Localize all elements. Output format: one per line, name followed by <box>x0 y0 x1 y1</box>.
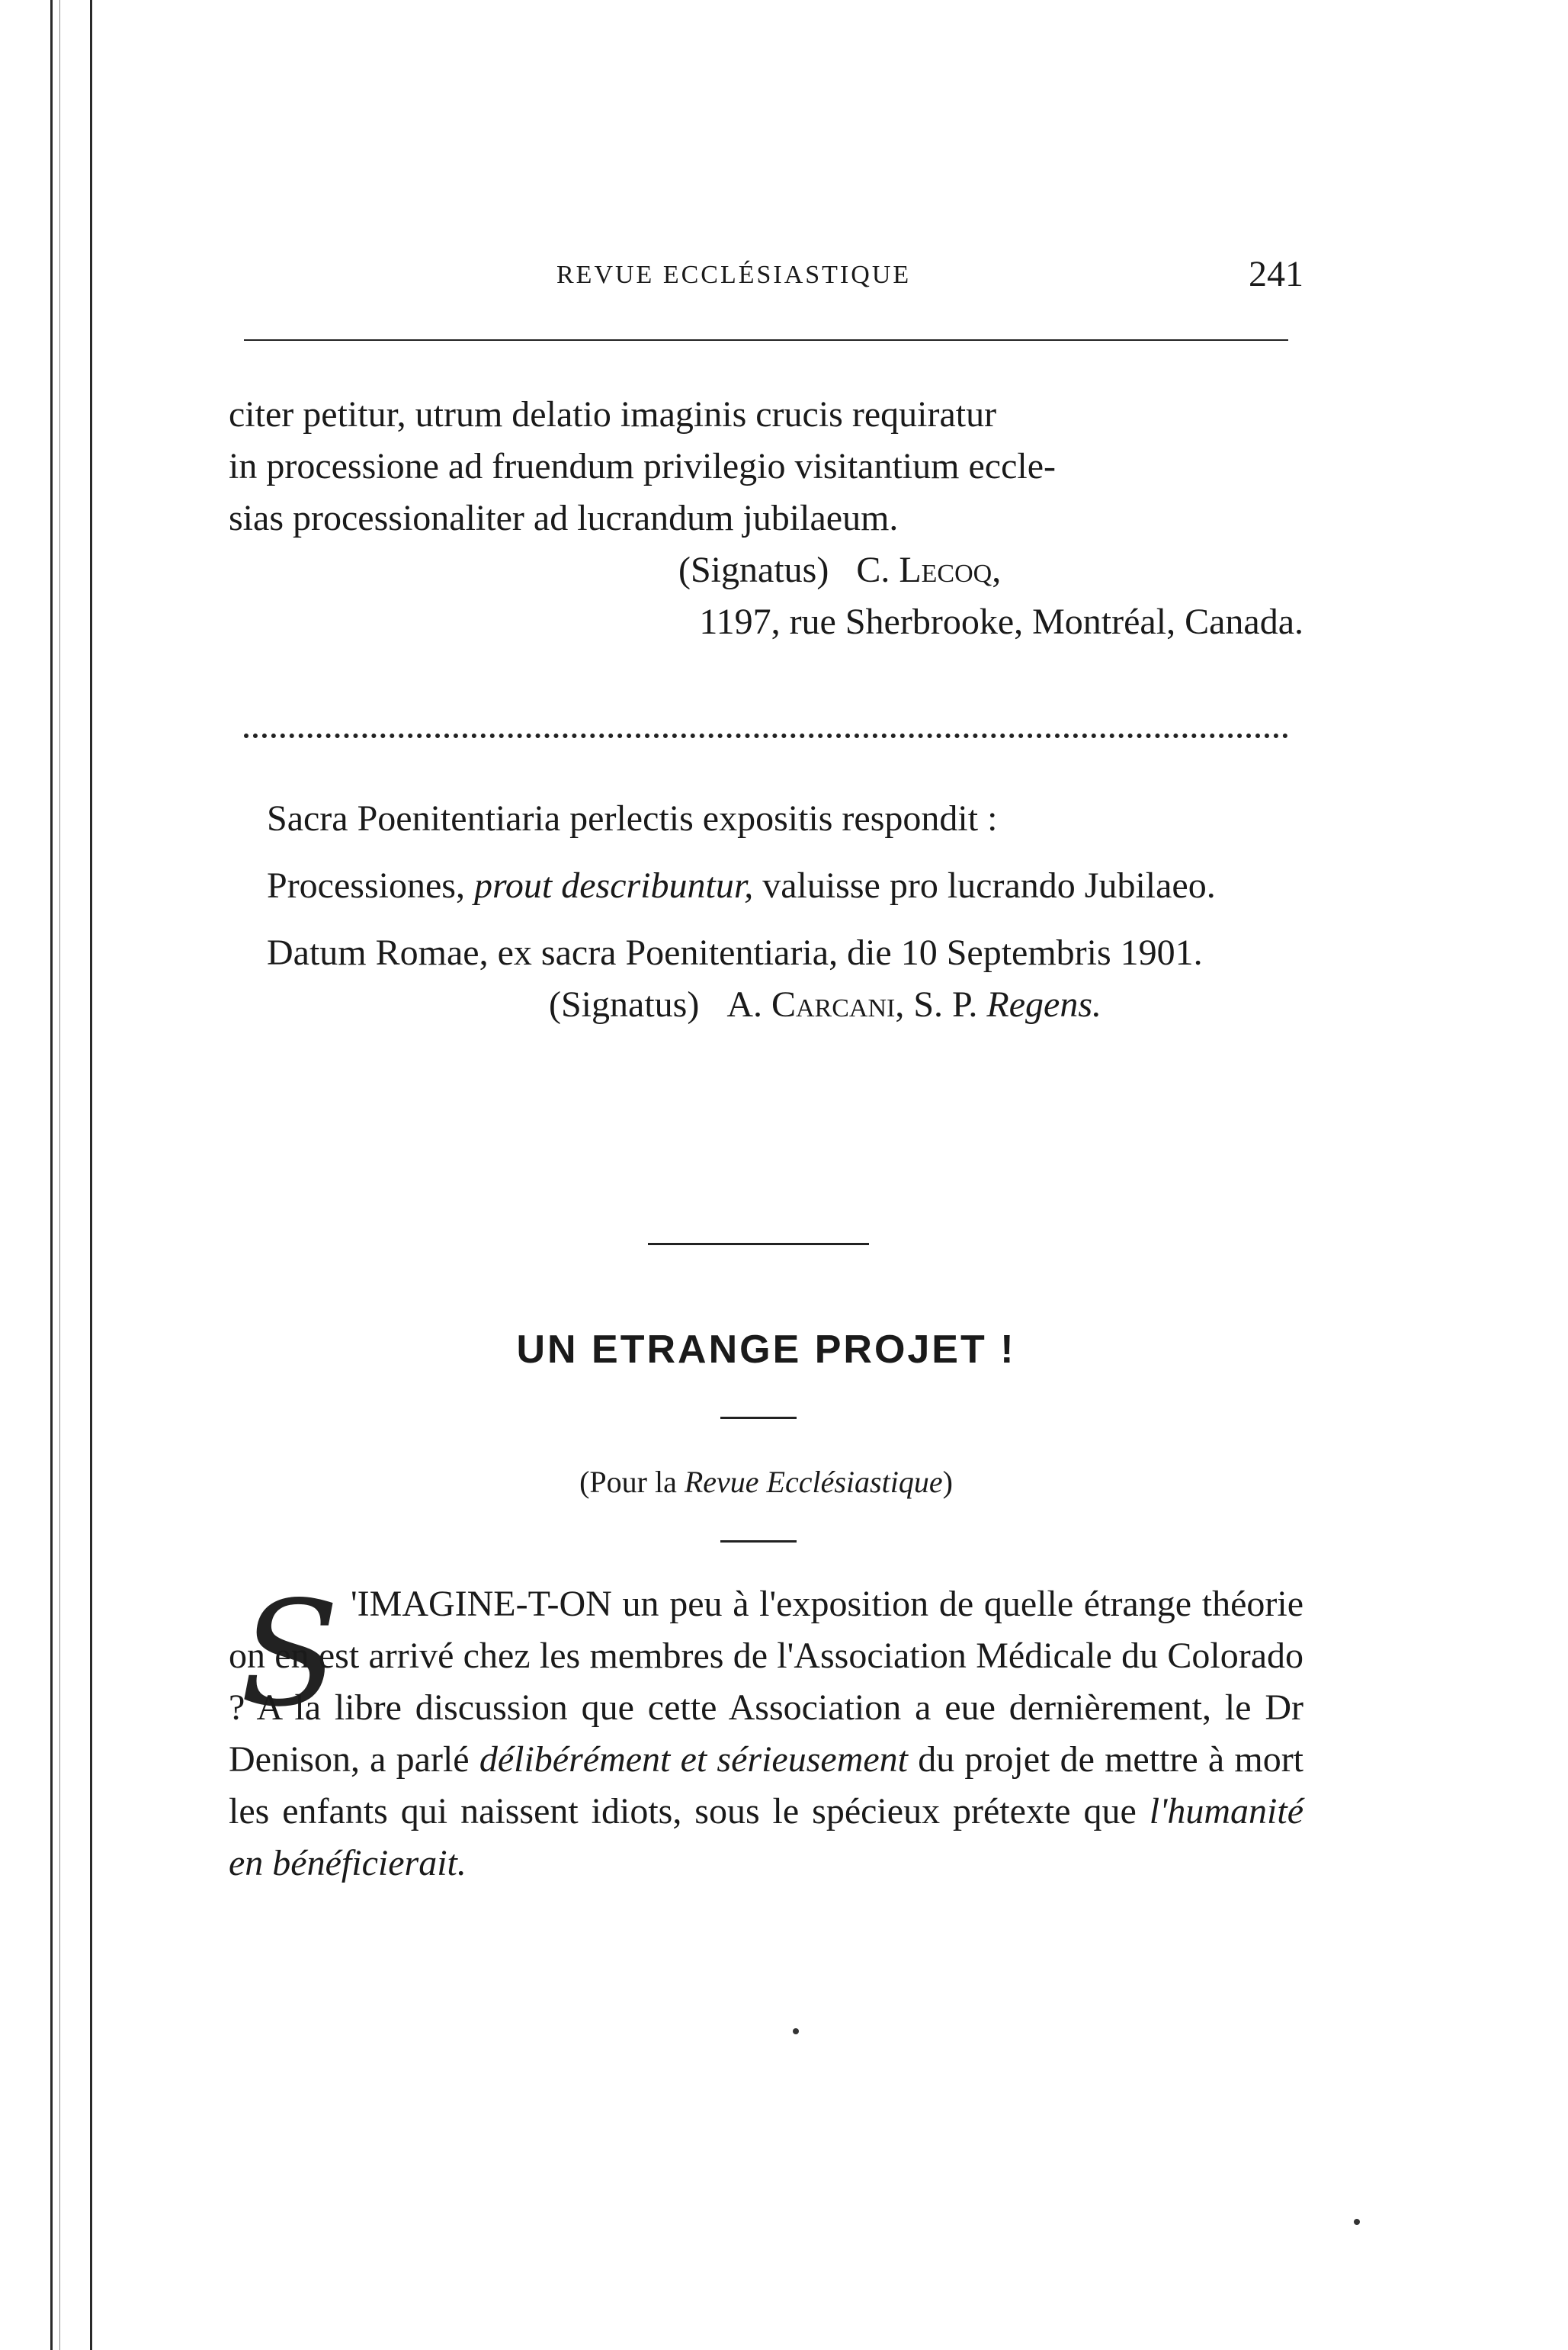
article-byline <box>229 1464 1303 1500</box>
byline-rule <box>720 1540 797 1543</box>
letter-line: in processione ad fruendum privilegio visitantium eccle- <box>229 446 1057 486</box>
letter-line: citer petitur, utrum delatio imaginis crucis requiratur <box>229 394 997 435</box>
title-rule <box>720 1417 797 1419</box>
letter-address: 1197, rue Sherbrooke, Montréal, Canada. <box>699 602 1303 642</box>
article-title: UN ETRANGE PROJET ! <box>516 1327 1016 1372</box>
print-speck <box>793 2028 799 2034</box>
article-text: 'IMAGINE-T-ON un peu à l'exposition de quelle étrange théorie on en est arrivé chez les membres de l'Association Médicale du Colorado ? A la libre discussion que cette Association a eue dernièrement, le Dr Denison, a parlé <box>229 1584 1303 1780</box>
response-intro: Sacra Poenitentiaria perlectis expositis respondit : <box>267 798 998 839</box>
article-italic: l'humanité en bénéficierait. <box>229 1791 1303 1883</box>
response-date: Datum Romae, ex sacra Poenitentiaria, die 10 Septembris 1901. <box>267 933 1203 973</box>
byline-text: ) <box>942 1465 953 1499</box>
letter-line: sias processionaliter ad lucrandum jubilaeum. <box>229 498 899 538</box>
response-answer <box>229 860 1303 912</box>
article-italic: délibérément et sérieusement <box>479 1739 909 1780</box>
print-speck <box>1354 2219 1360 2225</box>
answer-text: valuisse pro lucrando Jubilaeo. <box>762 865 1216 906</box>
binding-edge <box>0 0 107 2350</box>
page-number: 241 <box>1249 254 1303 294</box>
response-body <box>229 793 1303 1031</box>
article-paragraph <box>229 1570 1304 1889</box>
byline-text: (Pour la <box>579 1465 677 1499</box>
signature-name: A. Carcani, S. P. <box>726 984 978 1025</box>
binding-rule <box>59 0 60 2350</box>
dotted-separator <box>244 734 1288 738</box>
article-text: du projet de mettre à mort les enfants qui naissent idiots, sous le spécieux prétexte que <box>229 1739 1304 1832</box>
article-body <box>229 1570 1304 1889</box>
signature-title: Regens. <box>986 984 1102 1025</box>
signature-name: C. Lecoq, <box>856 550 1002 590</box>
byline-italic: Revue Ecclésiastique <box>684 1465 943 1499</box>
section-rule <box>648 1243 869 1245</box>
signature-label: (Signatus) <box>678 550 829 590</box>
signature-label: (Signatus) <box>549 984 700 1025</box>
answer-italic: prout describuntur, <box>473 865 754 906</box>
header-rule <box>244 339 1288 341</box>
page <box>229 0 1303 2350</box>
binding-rule <box>50 0 53 2350</box>
page-header <box>229 253 1303 299</box>
running-title: REVUE ECCLÉSIASTIQUE <box>556 261 912 289</box>
ornamental-initial: S <box>239 1570 340 1738</box>
response-signature <box>229 979 1303 1031</box>
answer-text: Processiones, <box>267 865 465 906</box>
letter-body <box>229 389 1303 648</box>
letter-signature <box>229 544 1303 596</box>
binding-rule <box>90 0 92 2350</box>
